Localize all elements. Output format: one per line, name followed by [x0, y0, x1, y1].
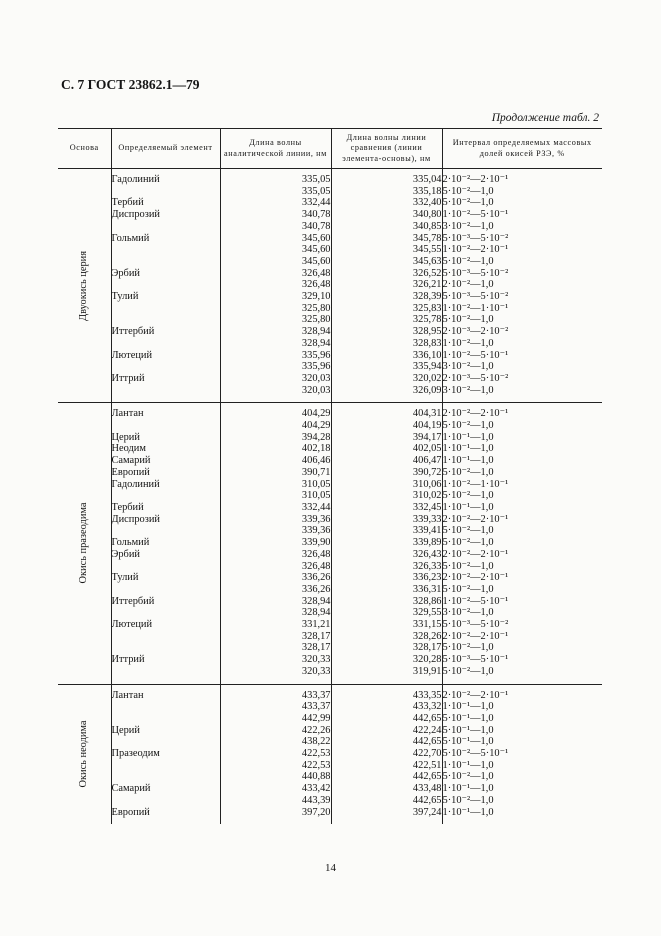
comparison-line-cell: 328,26	[331, 631, 442, 643]
analytical-line-cell: 331,21	[220, 619, 331, 631]
analytical-line-cell: 340,78	[220, 209, 331, 221]
comparison-line-cell: 402,05	[331, 443, 442, 455]
table-row	[58, 736, 602, 748]
analytical-line-cell: 440,88	[220, 771, 331, 783]
element-cell: Неодим	[111, 443, 220, 455]
element-cell: Иттербий	[111, 596, 220, 608]
comparison-line-cell: 339,41	[331, 525, 442, 537]
element-cell: Гадолиний	[111, 479, 220, 491]
table-row	[58, 338, 602, 350]
comparison-line-cell: 310,06	[331, 479, 442, 491]
analytical-line-cell: 335,05	[220, 169, 331, 186]
element-cell	[111, 795, 220, 807]
analytical-line-cell: 325,80	[220, 303, 331, 315]
table-row	[58, 771, 602, 783]
range-cell: 3·10⁻²—1,0	[442, 361, 602, 373]
comparison-line-cell: 442,65	[331, 795, 442, 807]
comparison-line-cell: 397,24	[331, 807, 442, 825]
element-cell: Иттербий	[111, 326, 220, 338]
analytical-line-cell: 394,28	[220, 432, 331, 444]
table-row	[58, 291, 602, 303]
comparison-line-cell: 404,31	[331, 403, 442, 420]
element-cell: Европий	[111, 467, 220, 479]
analytical-line-cell: 332,44	[220, 502, 331, 514]
table-row	[58, 514, 602, 526]
table-row	[58, 760, 602, 772]
comparison-line-cell: 433,35	[331, 684, 442, 701]
range-cell: 1·10⁻¹—1,0	[442, 783, 602, 795]
element-cell	[111, 771, 220, 783]
table-row	[58, 197, 602, 209]
comparison-line-cell: 326,21	[331, 279, 442, 291]
range-cell: 5·10⁻²—1,0	[442, 561, 602, 573]
comparison-line-cell: 433,48	[331, 783, 442, 795]
comparison-line-cell: 406,47	[331, 455, 442, 467]
comparison-line-cell: 325,83	[331, 303, 442, 315]
table-section	[58, 403, 602, 684]
element-cell	[111, 385, 220, 403]
range-cell: 5·10⁻²—1,0	[442, 314, 602, 326]
analytical-line-cell: 336,26	[220, 572, 331, 584]
analytical-line-cell: 335,96	[220, 361, 331, 373]
element-cell	[111, 736, 220, 748]
table-row	[58, 783, 602, 795]
comparison-line-cell: 442,65	[331, 771, 442, 783]
element-cell: Тулий	[111, 291, 220, 303]
table-row	[58, 584, 602, 596]
range-cell: 5·10⁻²—1,0	[442, 537, 602, 549]
table-row	[58, 244, 602, 256]
element-cell: Иттрий	[111, 373, 220, 385]
comparison-line-cell: 320,02	[331, 373, 442, 385]
table-row	[58, 725, 602, 737]
range-cell: 2·10⁻³—5·10⁻²	[442, 373, 602, 385]
range-cell: 1·10⁻²—1·10⁻¹	[442, 303, 602, 315]
range-cell: 5·10⁻²—1,0	[442, 420, 602, 432]
table-row	[58, 268, 602, 280]
table-row	[58, 701, 602, 713]
element-cell	[111, 490, 220, 502]
range-cell: 1·10⁻²—1·10⁻¹	[442, 479, 602, 491]
table-row	[58, 350, 602, 362]
comparison-line-cell: 328,17	[331, 642, 442, 654]
analytical-line-cell: 328,17	[220, 631, 331, 643]
table-row	[58, 642, 602, 654]
element-cell: Тербий	[111, 502, 220, 514]
analytical-line-cell: 328,94	[220, 326, 331, 338]
comparison-line-cell: 328,39	[331, 291, 442, 303]
table-row	[58, 502, 602, 514]
table-row	[58, 619, 602, 631]
range-cell: 2·10⁻²—2·10⁻¹	[442, 684, 602, 701]
comparison-line-cell: 326,43	[331, 549, 442, 561]
analytical-line-cell: 310,05	[220, 490, 331, 502]
comparison-line-cell: 422,51	[331, 760, 442, 772]
table-row	[58, 537, 602, 549]
table-row	[58, 314, 602, 326]
comparison-line-cell: 325,78	[331, 314, 442, 326]
range-cell: 1·10⁻¹—1,0	[442, 455, 602, 467]
table-row	[58, 549, 602, 561]
range-cell: 1·10⁻¹—1,0	[442, 502, 602, 514]
range-cell: 1·10⁻¹—1,0	[442, 807, 602, 825]
comparison-line-cell: 335,94	[331, 361, 442, 373]
comparison-line-cell: 326,52	[331, 268, 442, 280]
range-cell: 5·10⁻²—1,0	[442, 771, 602, 783]
analytical-line-cell: 345,60	[220, 256, 331, 268]
table-row	[58, 455, 602, 467]
element-cell	[111, 642, 220, 654]
analytical-line-cell: 339,90	[220, 537, 331, 549]
analytical-line-cell: 328,17	[220, 642, 331, 654]
comparison-line-cell: 319,91	[331, 666, 442, 684]
range-cell: 1·10⁻¹—1,0	[442, 701, 602, 713]
analytical-line-cell: 345,60	[220, 244, 331, 256]
analytical-line-cell: 422,53	[220, 760, 331, 772]
range-cell: 2·10⁻²—1,0	[442, 279, 602, 291]
analytical-line-cell: 422,26	[220, 725, 331, 737]
range-cell: 5·10⁻²—1,0	[442, 525, 602, 537]
table-row	[58, 572, 602, 584]
range-cell: 2·10⁻²—2·10⁻¹	[442, 572, 602, 584]
range-cell: 5·10⁻³—5·10⁻²	[442, 268, 602, 280]
element-cell	[111, 701, 220, 713]
element-cell	[111, 256, 220, 268]
base-material-label: Окись празеодима	[78, 502, 90, 584]
comparison-line-cell: 422,70	[331, 748, 442, 760]
comparison-line-cell: 404,19	[331, 420, 442, 432]
range-cell: 5·10⁻²—1,0	[442, 197, 602, 209]
table-row	[58, 713, 602, 725]
table-row	[58, 361, 602, 373]
element-cell: Диспрозий	[111, 209, 220, 221]
range-cell: 2·10⁻²—2·10⁻¹	[442, 169, 602, 186]
range-cell: 5·10⁻³—5·10⁻²	[442, 291, 602, 303]
comparison-line-cell: 336,31	[331, 584, 442, 596]
range-cell: 3·10⁻²—1,0	[442, 221, 602, 233]
table-header-row	[58, 129, 602, 169]
element-cell	[111, 361, 220, 373]
element-cell	[111, 186, 220, 198]
col-header-element: Определяемый элемент	[111, 129, 220, 169]
analytical-line-cell: 422,53	[220, 748, 331, 760]
comparison-line-cell: 433,32	[331, 701, 442, 713]
base-material-cell	[58, 403, 111, 684]
comparison-line-cell: 326,33	[331, 561, 442, 573]
analytical-line-cell: 406,46	[220, 455, 331, 467]
comparison-line-cell: 310,02	[331, 490, 442, 502]
analytical-line-cell: 326,48	[220, 279, 331, 291]
element-cell	[111, 607, 220, 619]
analytical-line-cell: 402,18	[220, 443, 331, 455]
element-cell: Церий	[111, 725, 220, 737]
range-cell: 5·10⁻¹—1,0	[442, 736, 602, 748]
col-header-analytical-line: Длина волны аналитической линии, нм	[220, 129, 331, 169]
comparison-line-cell: 442,65	[331, 713, 442, 725]
table-row	[58, 596, 602, 608]
element-cell: Европий	[111, 807, 220, 825]
analytical-line-cell: 433,37	[220, 701, 331, 713]
element-cell: Гольмий	[111, 233, 220, 245]
range-cell: 5·10⁻²—1,0	[442, 467, 602, 479]
comparison-line-cell: 345,55	[331, 244, 442, 256]
range-cell: 5·10⁻¹—1,0	[442, 713, 602, 725]
table-row	[58, 279, 602, 291]
comparison-line-cell: 340,85	[331, 221, 442, 233]
col-header-range: Интервал определяемых массовых долей окисей РЗЭ, %	[442, 129, 602, 169]
table-row	[58, 631, 602, 643]
comparison-line-cell: 390,72	[331, 467, 442, 479]
analytical-line-cell: 438,22	[220, 736, 331, 748]
comparison-line-cell: 339,33	[331, 514, 442, 526]
base-material-label: Двуокись церия	[78, 250, 90, 321]
table-row	[58, 561, 602, 573]
table-row	[58, 490, 602, 502]
analytical-line-cell: 326,48	[220, 561, 331, 573]
table-row	[58, 209, 602, 221]
element-cell: Тулий	[111, 572, 220, 584]
analytical-line-cell: 329,10	[220, 291, 331, 303]
table-continued-caption: Продолжение табл. 2	[491, 112, 599, 124]
table-row	[58, 795, 602, 807]
element-cell	[111, 420, 220, 432]
comparison-line-cell: 422,24	[331, 725, 442, 737]
analytical-line-cell: 404,29	[220, 403, 331, 420]
analytical-line-cell: 335,96	[220, 350, 331, 362]
analytical-line-cell: 433,37	[220, 684, 331, 701]
range-cell: 5·10⁻³—5·10⁻¹	[442, 654, 602, 666]
element-cell	[111, 279, 220, 291]
analytical-line-cell: 326,48	[220, 268, 331, 280]
document-header: С. 7 ГОСТ 23862.1—79	[61, 77, 200, 92]
table-row	[58, 807, 602, 825]
analytical-line-cell: 390,71	[220, 467, 331, 479]
element-cell	[111, 561, 220, 573]
analytical-line-cell: 433,42	[220, 783, 331, 795]
comparison-line-cell: 345,78	[331, 233, 442, 245]
analytical-line-cell: 328,94	[220, 596, 331, 608]
range-cell: 2·10⁻²—2·10⁻¹	[442, 631, 602, 643]
analytical-line-cell: 320,03	[220, 385, 331, 403]
analytical-line-cell: 320,33	[220, 666, 331, 684]
range-cell: 3·10⁻²—1,0	[442, 385, 602, 403]
comparison-line-cell: 328,95	[331, 326, 442, 338]
comparison-line-cell: 336,10	[331, 350, 442, 362]
element-cell	[111, 584, 220, 596]
comparison-line-cell: 320,28	[331, 654, 442, 666]
table-row	[58, 233, 602, 245]
analytical-line-cell: 325,80	[220, 314, 331, 326]
element-cell: Лантан	[111, 403, 220, 420]
comparison-line-cell: 328,86	[331, 596, 442, 608]
range-cell: 1·10⁻²—1,0	[442, 338, 602, 350]
table-row	[58, 684, 602, 701]
col-header-comparison-line: Длина волны линии сравнения (линии элемента-основы), нм	[331, 129, 442, 169]
element-cell: Гольмий	[111, 537, 220, 549]
element-cell	[111, 244, 220, 256]
table-row	[58, 256, 602, 268]
range-cell: 5·10⁻¹—1,0	[442, 725, 602, 737]
element-cell	[111, 303, 220, 315]
element-cell: Лантан	[111, 684, 220, 701]
element-cell: Диспрозий	[111, 514, 220, 526]
comparison-line-cell: 336,23	[331, 572, 442, 584]
range-cell: 5·10⁻²—5·10⁻¹	[442, 748, 602, 760]
comparison-line-cell: 340,80	[331, 209, 442, 221]
table-row	[58, 432, 602, 444]
comparison-line-cell: 326,09	[331, 385, 442, 403]
comparison-line-cell: 332,45	[331, 502, 442, 514]
table-row	[58, 443, 602, 455]
table-row	[58, 221, 602, 233]
range-cell: 5·10⁻²—1,0	[442, 490, 602, 502]
page-number: 14	[325, 862, 336, 874]
element-cell	[111, 338, 220, 350]
table-row	[58, 420, 602, 432]
analytical-line-cell: 332,44	[220, 197, 331, 209]
table-section	[58, 169, 602, 403]
analytical-line-cell: 339,36	[220, 514, 331, 526]
element-cell	[111, 666, 220, 684]
table-row	[58, 467, 602, 479]
element-cell: Эрбий	[111, 549, 220, 561]
col-header-base: Основа	[58, 129, 111, 169]
table-row	[58, 654, 602, 666]
table-row	[58, 666, 602, 684]
element-cell: Эрбий	[111, 268, 220, 280]
element-cell	[111, 713, 220, 725]
table-row	[58, 479, 602, 491]
range-cell: 1·10⁻²—5·10⁻¹	[442, 596, 602, 608]
table-section	[58, 684, 602, 824]
comparison-line-cell: 345,63	[331, 256, 442, 268]
element-cell: Гадолиний	[111, 169, 220, 186]
range-cell: 2·10⁻²—2·10⁻¹	[442, 403, 602, 420]
analytical-line-cell: 328,94	[220, 607, 331, 619]
table-row	[58, 169, 602, 186]
analytical-line-cell: 442,99	[220, 713, 331, 725]
analytical-line-cell: 404,29	[220, 420, 331, 432]
analytical-line-cell: 397,20	[220, 807, 331, 825]
analytical-line-cell: 335,05	[220, 186, 331, 198]
analytical-line-cell: 339,36	[220, 525, 331, 537]
analytical-line-cell: 326,48	[220, 549, 331, 561]
range-cell: 2·10⁻²—2·10⁻¹	[442, 549, 602, 561]
comparison-line-cell: 328,83	[331, 338, 442, 350]
range-cell: 1·10⁻²—5·10⁻¹	[442, 209, 602, 221]
range-cell: 2·10⁻²—2·10⁻¹	[442, 514, 602, 526]
element-cell: Самарий	[111, 455, 220, 467]
analytical-line-cell: 345,60	[220, 233, 331, 245]
element-cell: Лютеций	[111, 350, 220, 362]
table-row	[58, 186, 602, 198]
table-row	[58, 525, 602, 537]
analytical-line-cell: 443,39	[220, 795, 331, 807]
range-cell: 5·10⁻²—1,0	[442, 795, 602, 807]
range-cell: 1·10⁻²—2·10⁻¹	[442, 244, 602, 256]
range-cell: 5·10⁻²—1,0	[442, 584, 602, 596]
data-table	[58, 128, 602, 824]
comparison-line-cell: 339,89	[331, 537, 442, 549]
element-cell: Тербий	[111, 197, 220, 209]
element-cell: Самарий	[111, 783, 220, 795]
range-cell: 5·10⁻²—1,0	[442, 186, 602, 198]
table-row	[58, 385, 602, 403]
table-row	[58, 607, 602, 619]
table-row	[58, 373, 602, 385]
analytical-line-cell: 310,05	[220, 479, 331, 491]
range-cell: 5·10⁻²—1,0	[442, 256, 602, 268]
comparison-line-cell: 331,15	[331, 619, 442, 631]
comparison-line-cell: 335,04	[331, 169, 442, 186]
analytical-line-cell: 320,03	[220, 373, 331, 385]
table-row	[58, 748, 602, 760]
element-cell: Лютеций	[111, 619, 220, 631]
element-cell	[111, 221, 220, 233]
comparison-line-cell: 394,17	[331, 432, 442, 444]
range-cell: 2·10⁻³—2·10⁻²	[442, 326, 602, 338]
range-cell: 1·10⁻²—5·10⁻¹	[442, 350, 602, 362]
element-cell: Церий	[111, 432, 220, 444]
analytical-line-cell: 340,78	[220, 221, 331, 233]
base-material-label: Окись неодима	[78, 720, 90, 788]
range-cell: 5·10⁻³—5·10⁻²	[442, 619, 602, 631]
table-row	[58, 403, 602, 420]
element-cell: Празеодим	[111, 748, 220, 760]
element-cell	[111, 631, 220, 643]
range-cell: 1·10⁻¹—1,0	[442, 760, 602, 772]
table-row	[58, 326, 602, 338]
range-cell: 5·10⁻²—1,0	[442, 666, 602, 684]
comparison-line-cell: 329,55	[331, 607, 442, 619]
element-cell	[111, 525, 220, 537]
element-cell: Иттрий	[111, 654, 220, 666]
range-cell: 1·10⁻¹—1,0	[442, 432, 602, 444]
range-cell: 1·10⁻¹—1,0	[442, 443, 602, 455]
table-row	[58, 303, 602, 315]
analytical-line-cell: 336,26	[220, 584, 331, 596]
analytical-line-cell: 320,33	[220, 654, 331, 666]
comparison-line-cell: 442,65	[331, 736, 442, 748]
range-cell: 5·10⁻³—5·10⁻²	[442, 233, 602, 245]
range-cell: 5·10⁻²—1,0	[442, 642, 602, 654]
base-material-cell	[58, 684, 111, 824]
comparison-line-cell: 335,18	[331, 186, 442, 198]
element-cell	[111, 760, 220, 772]
range-cell: 3·10⁻²—1,0	[442, 607, 602, 619]
analytical-line-cell: 328,94	[220, 338, 331, 350]
base-material-cell	[58, 169, 111, 403]
element-cell	[111, 314, 220, 326]
comparison-line-cell: 332,40	[331, 197, 442, 209]
